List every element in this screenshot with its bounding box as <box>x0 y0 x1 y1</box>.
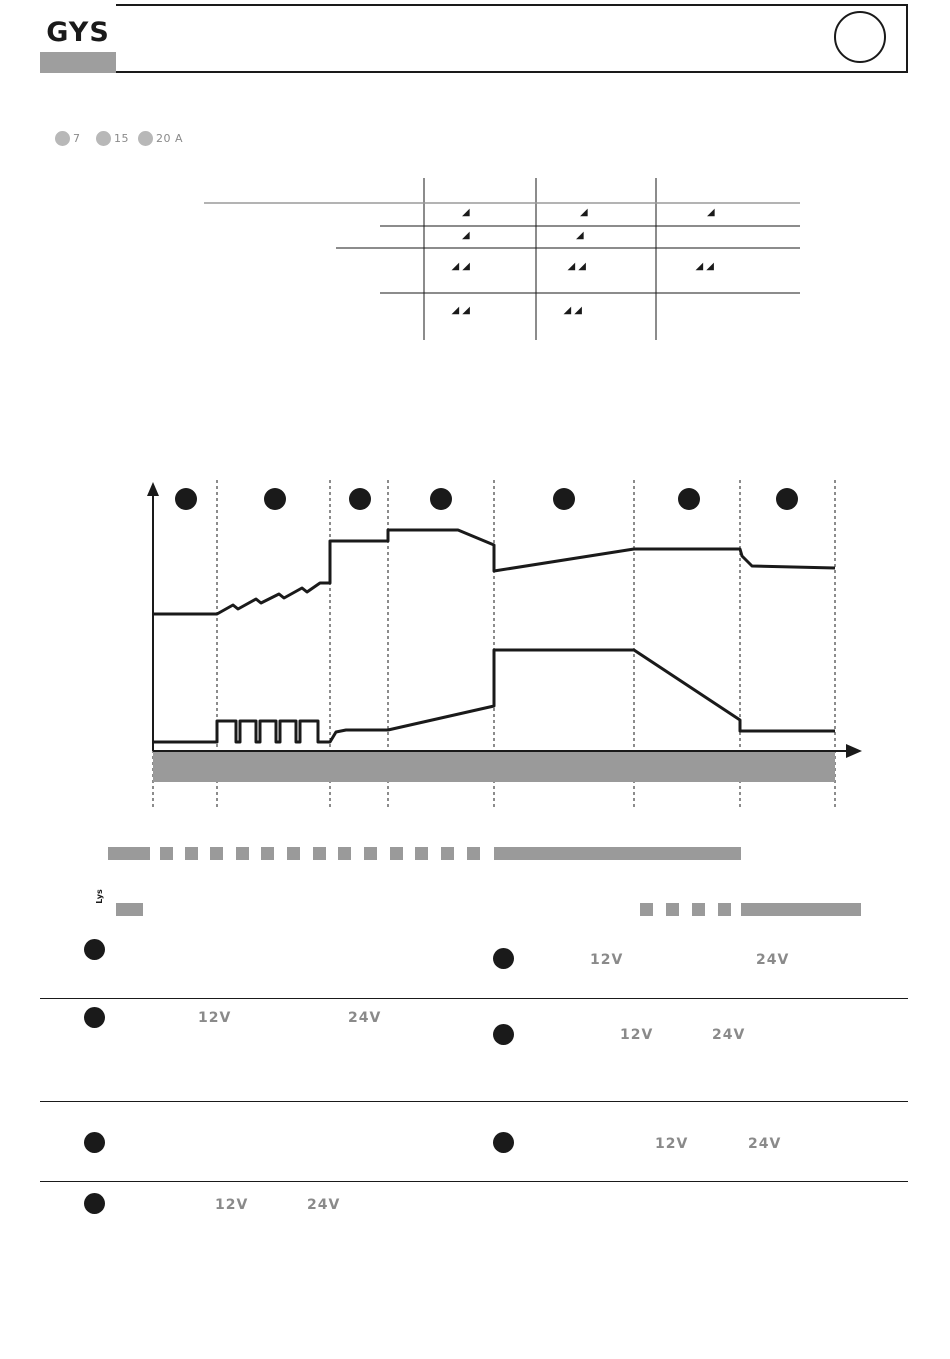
divider <box>40 1181 460 1182</box>
step-number-icon <box>493 948 514 969</box>
x-axis-arrow-icon <box>846 744 862 758</box>
table-cell: ◢ ◢ <box>563 305 582 316</box>
led-segment <box>364 847 377 860</box>
step-number-icon <box>84 1132 105 1153</box>
y-axis-arrow-icon <box>147 482 159 496</box>
led-segment <box>287 847 300 860</box>
phase-marker-6 <box>678 488 700 510</box>
divider <box>460 1101 908 1102</box>
led-segment <box>116 903 143 916</box>
mode-label: 7 <box>73 132 81 145</box>
divider <box>460 998 908 999</box>
led-segment <box>415 847 428 860</box>
language-badge-icon <box>834 11 886 63</box>
led-segment <box>692 903 705 916</box>
brand-logo: GYS <box>46 17 110 48</box>
divider <box>40 1101 460 1102</box>
voltage-24v: 24V <box>756 952 790 968</box>
charge-curve-chart <box>0 470 950 815</box>
step-number-icon <box>84 1007 105 1028</box>
led-segment <box>261 847 274 860</box>
mode-dot-icon <box>55 131 70 146</box>
led-segment <box>160 847 173 860</box>
table-cell: ◢ ◢ <box>567 261 586 272</box>
table-cell: ◢ ◢ <box>451 261 470 272</box>
mode-20a <box>138 131 183 146</box>
time-band <box>153 751 835 782</box>
phase-marker-2 <box>264 488 286 510</box>
voltage-24v: 24V <box>748 1136 782 1152</box>
mode-7a <box>55 131 81 146</box>
table-cell: ◢ ◢ <box>695 261 714 272</box>
step-number-icon <box>493 1024 514 1045</box>
lys-label: Lys <box>94 889 104 904</box>
divider <box>460 1181 908 1182</box>
voltage-24v: 24V <box>307 1197 341 1213</box>
mode-label: 15 <box>114 132 129 145</box>
phase-marker-5 <box>553 488 575 510</box>
led-segment <box>390 847 403 860</box>
led-indicators <box>0 840 950 920</box>
led-segment <box>441 847 454 860</box>
voltage-24v: 24V <box>712 1027 746 1043</box>
led-segment <box>236 847 249 860</box>
led-segment <box>640 903 653 916</box>
voltage-12v: 12V <box>215 1197 249 1213</box>
led-segment <box>741 903 861 916</box>
voltage-12v: 12V <box>620 1027 654 1043</box>
voltage-12v: 12V <box>590 952 624 968</box>
phase-marker-3 <box>349 488 371 510</box>
led-segment <box>467 847 480 860</box>
phase-marker-7 <box>776 488 798 510</box>
phase-marker-4 <box>430 488 452 510</box>
voltage-24v: 24V <box>348 1010 382 1026</box>
led-segment <box>210 847 223 860</box>
mode-dot-icon <box>96 131 111 146</box>
mode-15a <box>96 131 129 146</box>
mode-table <box>0 170 950 345</box>
led-segment <box>313 847 326 860</box>
led-segment <box>666 903 679 916</box>
table-cell: ◢ ◢ <box>451 305 470 316</box>
mode-label: 20 A <box>156 132 184 145</box>
table-cell: ◢ <box>462 230 470 241</box>
table-cell: ◢ <box>462 207 470 218</box>
voltage-12v: 12V <box>198 1010 232 1026</box>
led-segment <box>338 847 351 860</box>
voltage-12v: 12V <box>655 1136 689 1152</box>
step-number-icon <box>84 939 105 960</box>
mode-dot-icon <box>138 131 153 146</box>
led-segment <box>718 903 731 916</box>
step-number-icon <box>493 1132 514 1153</box>
phase-marker-1 <box>175 488 197 510</box>
led-segment <box>494 847 741 860</box>
led-segment <box>185 847 198 860</box>
divider <box>40 998 460 999</box>
table-cell: ◢ <box>576 230 584 241</box>
header-frame <box>40 4 908 73</box>
led-segment <box>108 847 150 860</box>
step-number-icon <box>84 1193 105 1214</box>
table-cell: ◢ <box>707 207 715 218</box>
table-cell: ◢ <box>580 207 588 218</box>
